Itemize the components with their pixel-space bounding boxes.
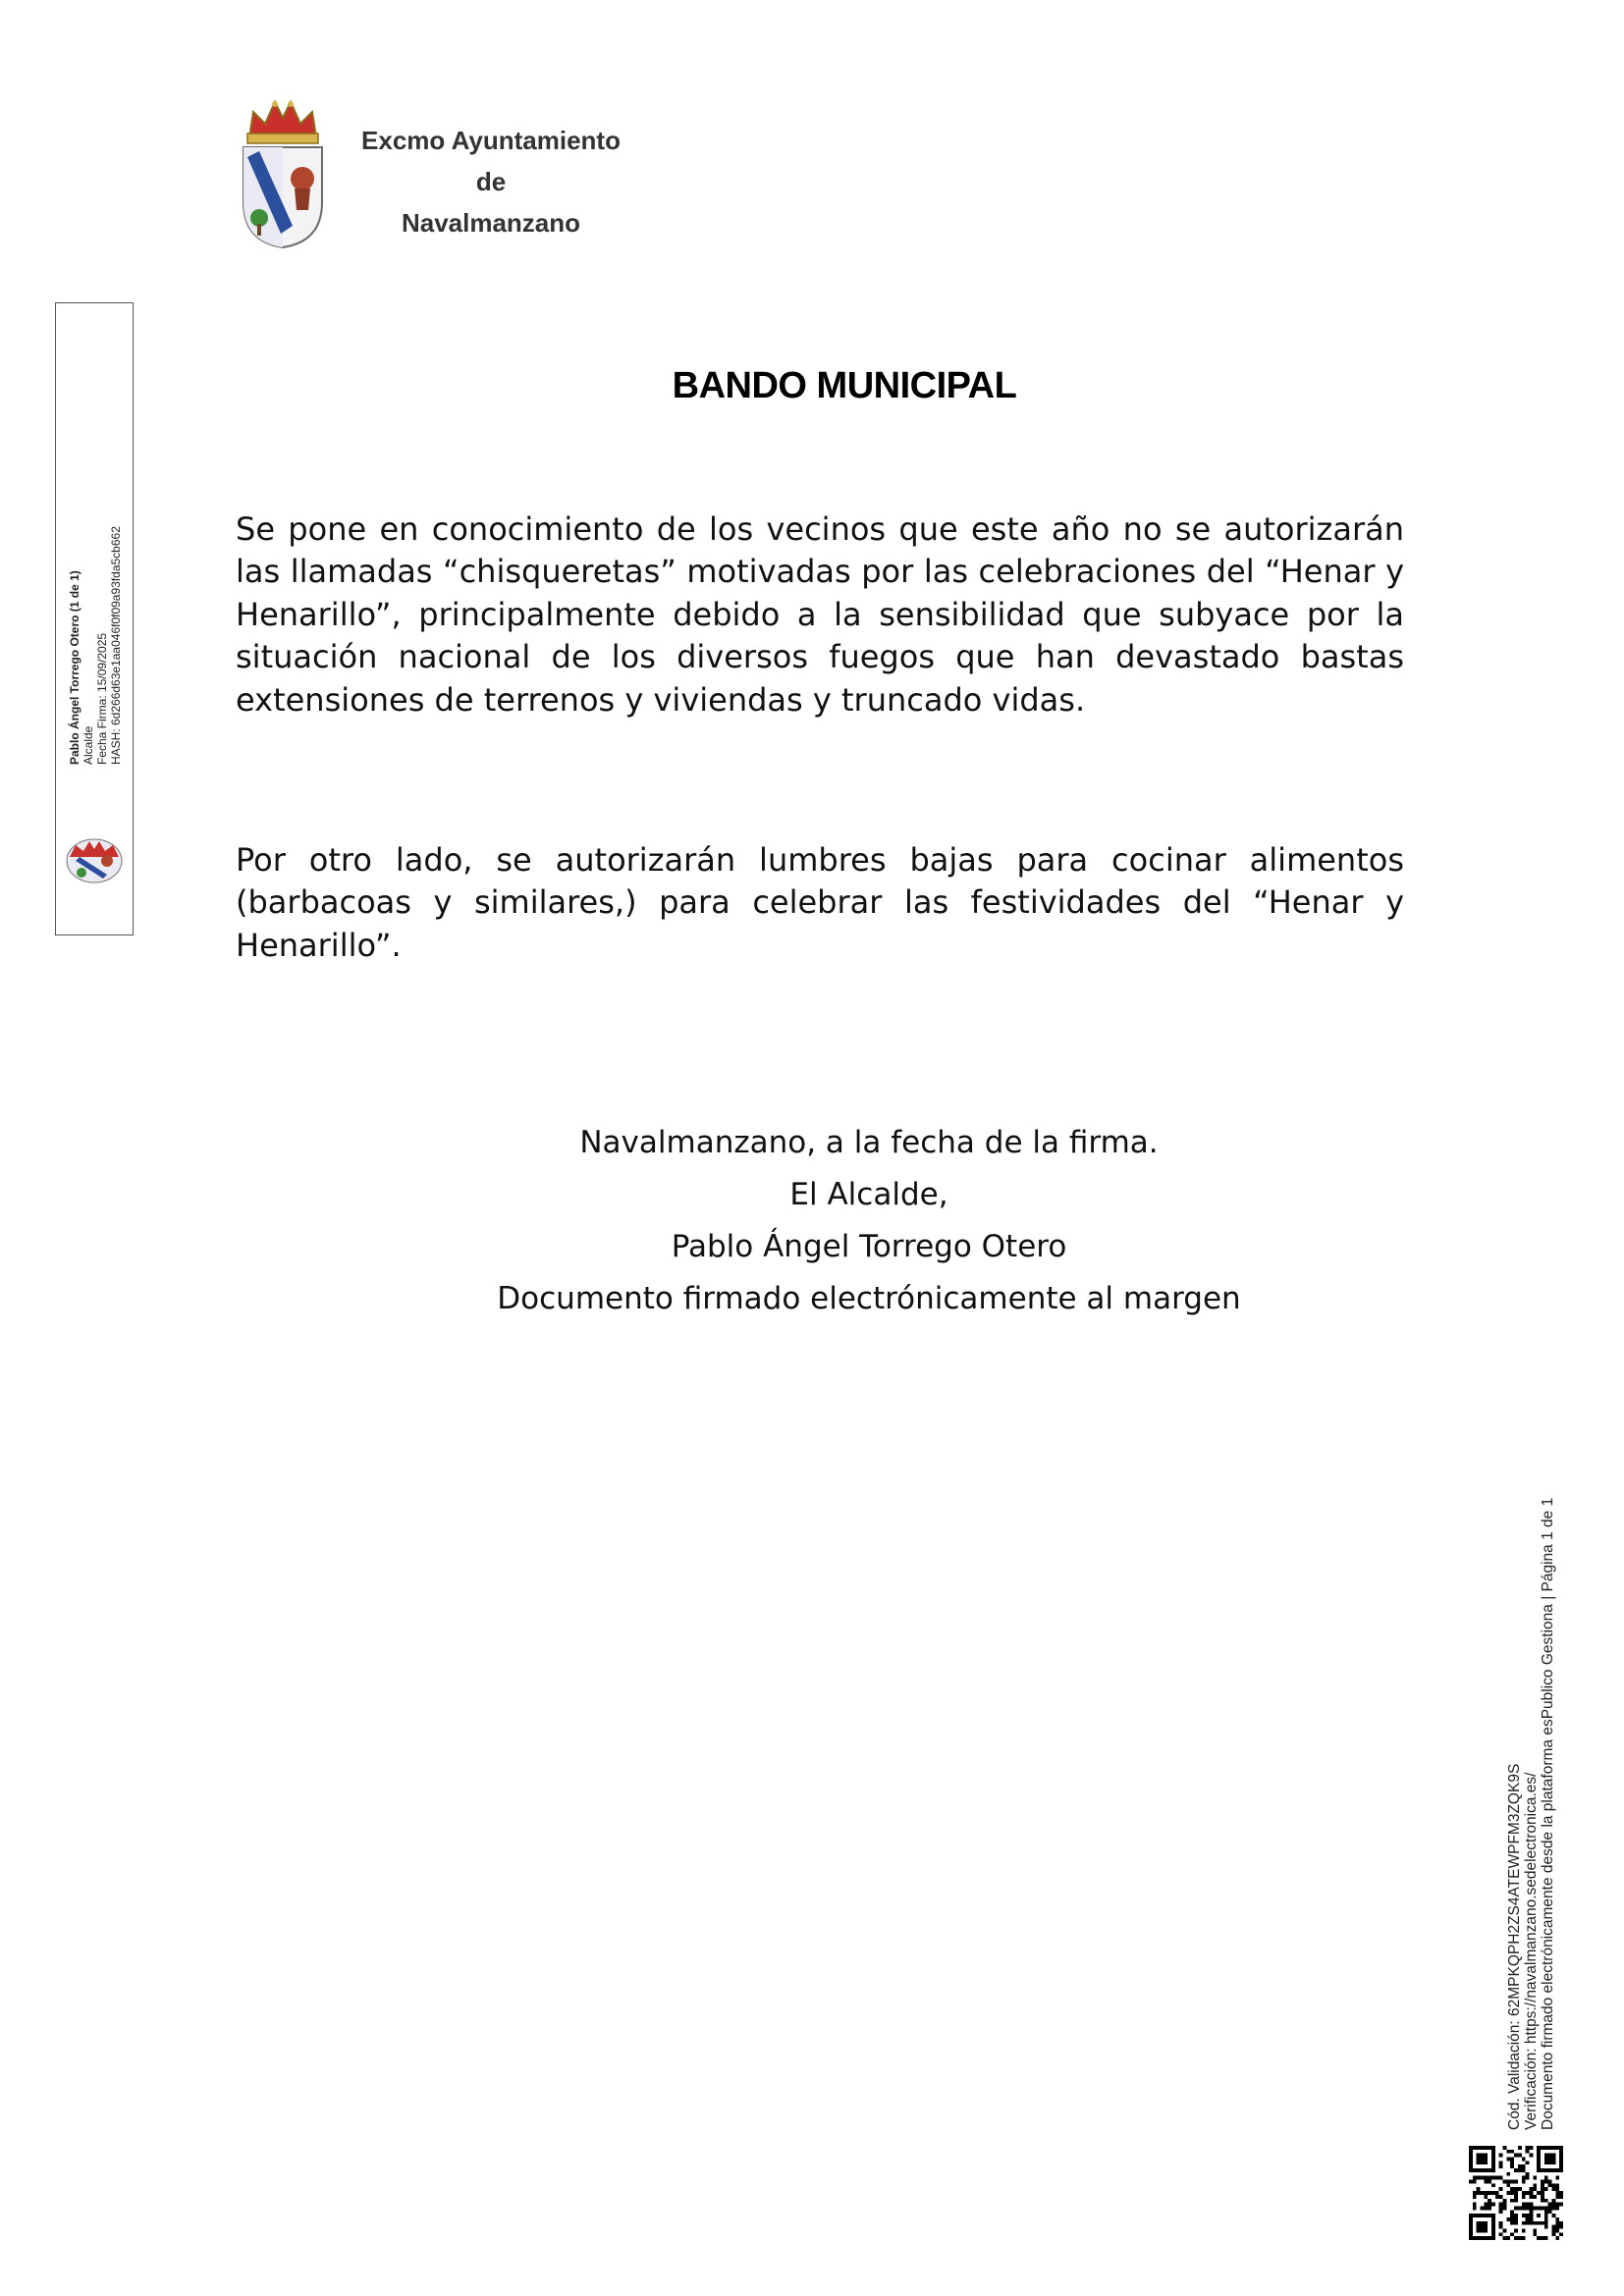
stamp-signer-name: Pablo Ángel Torrego Otero (1 de 1)	[68, 570, 81, 765]
signature-note: Documento firmado electrónicamente al margen	[497, 1281, 1241, 1316]
signature-role: El Alcalde,	[789, 1177, 948, 1212]
org-name-line2: de	[475, 167, 507, 196]
signature-place-date: Navalmanzano, a la fecha de la firma.	[579, 1125, 1159, 1160]
qr-code-icon	[1469, 2146, 1563, 2240]
stamp-text	[68, 526, 123, 765]
verification-url: Verificación: https://navalmanzano.sedelectronica.es/	[1523, 1772, 1540, 2130]
verification-platform: Documento firmado electrónicamente desde la plataforma esPublico Gestiona | Página 1 de 1	[1540, 1497, 1556, 2130]
stamp-hash: HASH: 6d266d63e1aa046f0f09a93fda5cb662	[109, 526, 123, 765]
stamp-crest-icon	[62, 831, 127, 890]
body-paragraph-2: Por otro lado, se autorizarán lumbres bajas para cocinar alimentos (barbacoas y similares,) para celebrar las festividades del “Henar y Henarillo”.	[236, 841, 1404, 964]
letterhead	[236, 94, 648, 251]
org-name-line1: Excmo Ayuntamiento	[361, 126, 621, 155]
verification-text	[1506, 1498, 1556, 2130]
body-paragraph-1: Se pone en conocimiento de los vecinos que este año no se autorizarán las llamadas “chisqueretas” motivadas por las celebraciones del “Henar y Henarillo”, principalmente debido a la sensibilidad que subyace por la situación nacional de los diversos fuegos que han devastado bastas extensiones de terrenos y viviendas y truncado vidas.	[236, 510, 1404, 719]
signature-stamp	[55, 302, 134, 935]
org-name-line3: Navalmanzano	[401, 208, 581, 238]
verification-code: Cód. Validación: 62MPKQPH2ZS4ATEWPFM3ZQK9S	[1506, 1763, 1523, 2130]
signature-block	[236, 1117, 1502, 1325]
municipal-crest-icon	[236, 94, 330, 249]
stamp-signature-date: Fecha Firma: 15/09/2025	[95, 632, 109, 765]
document-title: BANDO MUNICIPAL	[672, 365, 1017, 406]
signature-name: Pablo Ángel Torrego Otero	[671, 1229, 1067, 1264]
stamp-signer-role: Alcalde	[81, 725, 95, 765]
